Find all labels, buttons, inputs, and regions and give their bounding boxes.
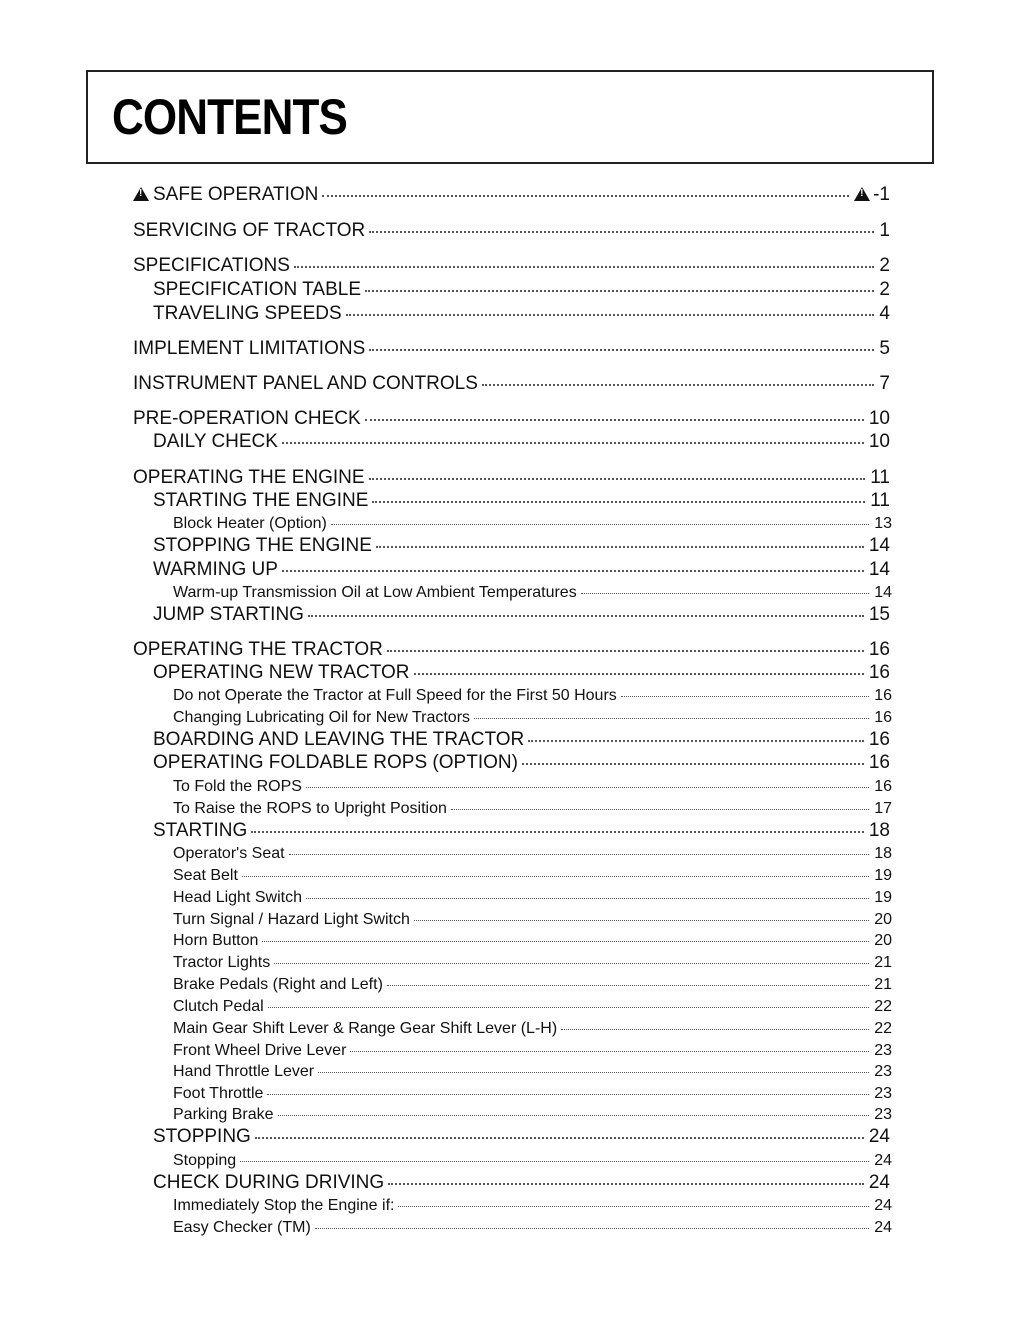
- toc-entry[interactable]: [173, 932, 892, 950]
- warning-icon: [133, 187, 149, 201]
- toc-label: DAILY CHECK: [153, 431, 278, 452]
- toc-page: -1: [873, 184, 890, 205]
- toc-entry[interactable]: [173, 976, 892, 994]
- toc-page: 18: [868, 820, 890, 841]
- dot-leader: [289, 854, 870, 855]
- toc-entry[interactable]: [153, 820, 890, 842]
- toc-entry[interactable]: [173, 709, 892, 727]
- toc-entry[interactable]: [173, 1020, 892, 1038]
- toc-label: Brake Pedals (Right and Left): [173, 976, 383, 993]
- dot-leader: [365, 290, 874, 292]
- toc-entry[interactable]: [153, 431, 890, 453]
- toc-label: IMPLEMENT LIMITATIONS: [133, 338, 366, 359]
- toc-page: 23: [874, 1085, 892, 1102]
- toc-page: 16: [868, 639, 890, 660]
- toc-label: STARTING THE ENGINE: [153, 490, 369, 511]
- dot-leader: [365, 419, 864, 421]
- toc-entry[interactable]: [153, 1126, 890, 1148]
- toc-label: STOPPING: [153, 1126, 251, 1147]
- toc-page: 2: [879, 255, 890, 276]
- toc-page: 14: [868, 559, 890, 580]
- warning-icon: [854, 187, 870, 201]
- dot-leader: [387, 985, 869, 986]
- toc-entry[interactable]: [133, 408, 890, 430]
- toc-entry[interactable]: [153, 752, 890, 774]
- dot-leader: [255, 1137, 864, 1139]
- toc-label: Front Wheel Drive Lever: [173, 1042, 347, 1059]
- dot-leader: [581, 593, 870, 594]
- toc-label: Clutch Pedal: [173, 998, 264, 1015]
- dot-leader: [372, 501, 865, 503]
- contents-header-box: [86, 70, 934, 164]
- dot-leader: [376, 546, 864, 548]
- toc-label: To Raise the ROPS to Upright Position: [173, 800, 447, 817]
- dot-leader: [282, 570, 864, 572]
- toc-entry[interactable]: [133, 338, 890, 360]
- dot-leader: [388, 1183, 864, 1185]
- toc-label: SERVICING OF TRACTOR: [133, 220, 366, 241]
- dot-leader: [282, 442, 864, 444]
- dot-leader: [308, 615, 864, 617]
- dot-leader: [262, 941, 869, 942]
- toc-page: 20: [874, 911, 892, 928]
- dot-leader: [398, 1206, 869, 1207]
- dot-leader: [251, 831, 864, 833]
- toc-entry[interactable]: [173, 867, 892, 885]
- dot-leader: [474, 718, 869, 719]
- toc-entry[interactable]: [173, 998, 892, 1016]
- page-title: CONTENTS: [112, 89, 347, 145]
- toc-label: Turn Signal / Hazard Light Switch: [173, 911, 410, 928]
- toc-entry[interactable]: [173, 778, 892, 796]
- toc-label: Operator's Seat: [173, 845, 285, 862]
- toc-label: STARTING: [153, 820, 248, 841]
- toc-page: 5: [879, 338, 890, 359]
- toc-page: 7: [879, 373, 890, 394]
- toc-entry[interactable]: [173, 1063, 892, 1081]
- toc-label: WARMING UP: [153, 559, 278, 580]
- toc-label: Seat Belt: [173, 867, 238, 884]
- toc-page: 10: [868, 408, 890, 429]
- toc-page: 23: [874, 1063, 892, 1080]
- dot-leader: [331, 524, 869, 525]
- toc-entry[interactable]: [173, 1219, 892, 1237]
- toc-label: Stopping: [173, 1152, 237, 1169]
- toc-entry[interactable]: [153, 729, 890, 751]
- toc-label: Changing Lubricating Oil for New Tractors: [173, 709, 471, 726]
- toc-entry[interactable]: [153, 303, 890, 325]
- toc-entry[interactable]: [153, 604, 890, 626]
- dot-leader: [322, 195, 849, 197]
- toc-page: 14: [874, 584, 892, 601]
- toc-entry[interactable]: [173, 800, 892, 818]
- toc-page: 10: [868, 431, 890, 452]
- toc-entry[interactable]: [173, 911, 892, 929]
- toc-label: CHECK DURING DRIVING: [153, 1172, 385, 1193]
- dot-leader: [482, 384, 875, 386]
- toc-label: Horn Button: [173, 932, 259, 949]
- toc-entry[interactable]: [173, 515, 892, 533]
- dot-leader: [267, 1094, 869, 1095]
- toc-label: BOARDING AND LEAVING THE TRACTOR: [153, 729, 525, 750]
- toc-page: 24: [874, 1197, 892, 1214]
- toc-label: Do not Operate the Tractor at Full Speed for the First 50 Hours: [173, 687, 617, 704]
- toc-page: 1: [879, 220, 890, 241]
- toc-label: OPERATING THE TRACTOR: [133, 639, 383, 660]
- dot-leader: [528, 740, 864, 742]
- dot-leader: [522, 763, 864, 765]
- toc-page: 21: [874, 976, 892, 993]
- toc-page: 24: [874, 1152, 892, 1169]
- toc-label: Block Heater (Option): [173, 515, 327, 532]
- toc-entry[interactable]: [173, 954, 892, 972]
- dot-leader: [240, 1161, 869, 1162]
- toc-entry[interactable]: [133, 220, 890, 242]
- toc-entry[interactable]: [153, 559, 890, 581]
- toc-entry[interactable]: [173, 1197, 892, 1215]
- toc-page: 24: [874, 1219, 892, 1236]
- toc-page: 19: [874, 867, 892, 884]
- toc-label: Tractor Lights: [173, 954, 271, 971]
- toc-page: 16: [868, 729, 890, 750]
- dot-leader: [369, 231, 874, 233]
- toc-page: 15: [868, 604, 890, 625]
- toc-entry[interactable]: [153, 535, 890, 557]
- dot-leader: [306, 898, 869, 899]
- dot-leader: [318, 1072, 869, 1073]
- dot-leader: [242, 876, 869, 877]
- dot-leader: [369, 478, 866, 480]
- toc-entry[interactable]: [153, 279, 890, 301]
- toc-entry[interactable]: [133, 373, 890, 395]
- toc-entry[interactable]: [133, 639, 890, 661]
- toc-page: 20: [874, 932, 892, 949]
- toc-label: SPECIFICATIONS: [133, 255, 290, 276]
- toc-label: SPECIFICATION TABLE: [153, 279, 361, 300]
- toc-page: 24: [868, 1126, 890, 1147]
- toc-label: Easy Checker (TM): [173, 1219, 311, 1236]
- toc-page: 17: [874, 800, 892, 817]
- toc-page: 2: [879, 279, 890, 300]
- toc-label: To Fold the ROPS: [173, 778, 302, 795]
- toc-entry[interactable]: [133, 467, 890, 489]
- toc-page: 22: [874, 998, 892, 1015]
- toc-page: 16: [868, 662, 890, 683]
- toc-page: 16: [874, 778, 892, 795]
- dot-leader: [369, 349, 874, 351]
- toc-page: 16: [868, 752, 890, 773]
- toc-page: 23: [874, 1106, 892, 1123]
- toc-page: 4: [879, 303, 890, 324]
- toc-page: 16: [874, 709, 892, 726]
- toc-entry[interactable]: [173, 845, 892, 863]
- dot-leader: [315, 1228, 869, 1229]
- toc-page: 21: [874, 954, 892, 971]
- toc-page: 23: [874, 1042, 892, 1059]
- toc-entry[interactable]: [133, 255, 890, 277]
- toc-page: 13: [874, 515, 892, 532]
- toc-entry[interactable]: [153, 1172, 890, 1194]
- toc-label: SAFE OPERATION: [153, 184, 319, 205]
- toc-label: INSTRUMENT PANEL AND CONTROLS: [133, 373, 478, 394]
- toc-label: Warm-up Transmission Oil at Low Ambient Temperatures: [173, 584, 577, 601]
- toc-page: 11: [870, 490, 890, 511]
- toc-entry[interactable]: [173, 1152, 892, 1170]
- toc-label: TRAVELING SPEEDS: [153, 303, 342, 324]
- toc-label: Head Light Switch: [173, 889, 302, 906]
- toc-page: 16: [874, 687, 892, 704]
- toc-label: Foot Throttle: [173, 1085, 264, 1102]
- toc-label: OPERATING THE ENGINE: [133, 467, 365, 488]
- toc-entry-safe-operation[interactable]: [133, 184, 890, 206]
- dot-leader: [278, 1115, 870, 1116]
- toc-entry[interactable]: [153, 662, 890, 684]
- toc-page: 14: [868, 535, 890, 556]
- toc-page: 19: [874, 889, 892, 906]
- toc-entry[interactable]: [173, 1042, 892, 1060]
- toc-entry[interactable]: [173, 584, 892, 602]
- dot-leader: [274, 963, 869, 964]
- toc-entry[interactable]: [173, 889, 892, 907]
- toc-entry[interactable]: [173, 1085, 892, 1103]
- dot-leader: [350, 1051, 869, 1052]
- toc-page: 22: [874, 1020, 892, 1037]
- dot-leader: [346, 314, 875, 316]
- toc-label: STOPPING THE ENGINE: [153, 535, 372, 556]
- dot-leader: [306, 787, 869, 788]
- dot-leader: [387, 650, 864, 652]
- dot-leader: [621, 696, 869, 697]
- dot-leader: [451, 809, 869, 810]
- toc-label: Immediately Stop the Engine if:: [173, 1197, 395, 1214]
- toc-label: PRE-OPERATION CHECK: [133, 408, 361, 429]
- toc-entry[interactable]: [153, 490, 890, 512]
- dot-leader: [268, 1007, 869, 1008]
- toc-page: 24: [868, 1172, 890, 1193]
- toc-page: 11: [870, 467, 890, 488]
- toc-label: JUMP STARTING: [153, 604, 304, 625]
- dot-leader: [414, 920, 869, 921]
- toc-entry[interactable]: [173, 1106, 892, 1124]
- toc-page: 18: [874, 845, 892, 862]
- toc-label: Main Gear Shift Lever & Range Gear Shift Lever (L-H): [173, 1020, 558, 1037]
- toc-label: Hand Throttle Lever: [173, 1063, 315, 1080]
- toc-label: Parking Brake: [173, 1106, 274, 1123]
- toc-label: OPERATING NEW TRACTOR: [153, 662, 410, 683]
- toc-label: OPERATING FOLDABLE ROPS (OPTION): [153, 752, 518, 773]
- dot-leader: [294, 266, 874, 268]
- dot-leader: [561, 1029, 869, 1030]
- toc-entry[interactable]: [173, 687, 892, 705]
- dot-leader: [414, 673, 864, 675]
